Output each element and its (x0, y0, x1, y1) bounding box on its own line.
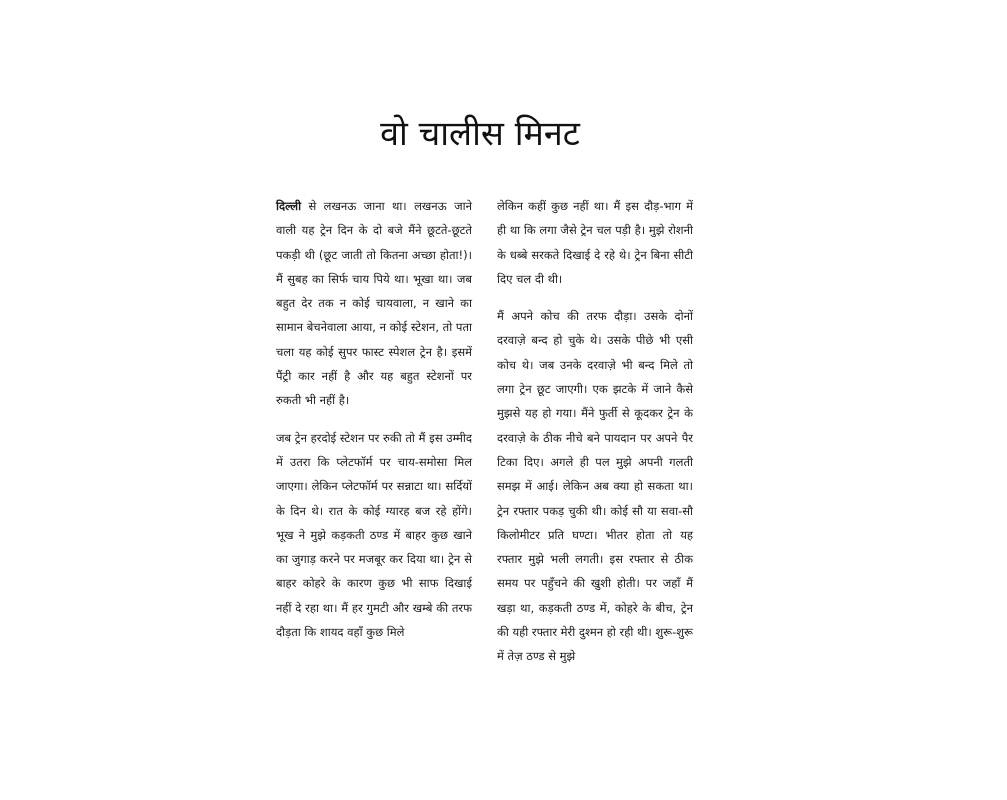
paragraph: लेकिन कहीं कुछ नहीं था। मैं इस दौड़-भाग में ही था कि लगा जैसे ट्रेन चल पड़ी है। मुझे रोशनी के धब्बे सरकते दिखाई दे रहे थे। ट्रेन बिना सीटी दिए चल दी थी। (497, 199, 693, 286)
paragraph (276, 194, 472, 413)
text-column-left (276, 194, 472, 657)
text-column-right (497, 194, 693, 682)
page-title: वो चालीस मिनट (380, 114, 580, 154)
paragraph: मैं अपने कोच की तरफ दौड़ा। उसके दोनों दरवाज़े बन्द हो चुके थे। उसके पीछे भी एसी कोच थे। जब उनके दरवाज़े भी बन्द मिले तो लगा ट्रेन छूट जाएगी। एक झटके में जाने कैसे मुझसे यह हो गया। मैंने फुर्ती से कूदकर ट्रेन के दरवाज़े के ठीक नीचे बने पायदान पर अपने पैर टिका दिए। अगले ही पल मुझे अपनी गलती समझ में आई। लेकिन अब क्या हो सकता था। ट्रेन रफ्तार पकड़ चुकी थी। कोई सौ या सवा-सौ किलोमीटर प्रति घण्टा। भीतर होता तो यह रफ्तार मुझे भली लगती। इस रफ्तार से ठीक समय पर पहुँचने की खुशी होती। पर जहाँ मैं खड़ा था, कड़कती ठण्ड में, कोहरे के बीच, ट्रेन की यही रफ्तार मेरी दुश्मन हो रही थी। शुरू-शुरू में तेज़ ठण्ड से मुझे (497, 309, 693, 664)
lead-word: दिल्ली (276, 199, 302, 213)
paragraph-text: से लखनऊ जाना था। लखनऊ जाने वाली यह ट्रेन दिन के दो बजे मैंने छूटते-छूटते पकड़ी थी (छूट जाती तो कितना अच्छा होता!)। मैं सुबह का सिर्फ चाय पिये था। भूखा था। जब बहुत देर तक न कोई चायवाला, न खाने का सामान बेचनेवाला आया, न कोई स्टेशन, तो पता चला यह कोई सुपर फास्ट स्पेशल ट्रेन है। इसमें पैंट्री कार नहीं है और यह बहुत स्टेशनों पर रुकती भी नहीं है। (276, 199, 472, 408)
paragraph: जब ट्रेन हरदोई स्टेशन पर रुकी तो मैं इस उम्मीद में उतरा कि प्लेटफॉर्म पर चाय-समोसा मिल जाएगा। लेकिन प्लेटफॉर्म पर सन्नाटा था। सर्दियों के दिन थे। रात के कोई ग्यारह बज रहे होंगे। भूख ने मुझे कड़कती ठण्ड में बाहर कुछ खाने का जुगाड़ करने पर मजबूर कर दिया था। ट्रेन से बाहर कोहरे के कारण कुछ भी साफ दिखाई नहीं दे रहा था। मैं हर गुमटी और खम्बे की तरफ दौड़ता कि शायद वहाँ कुछ मिले (276, 430, 472, 640)
